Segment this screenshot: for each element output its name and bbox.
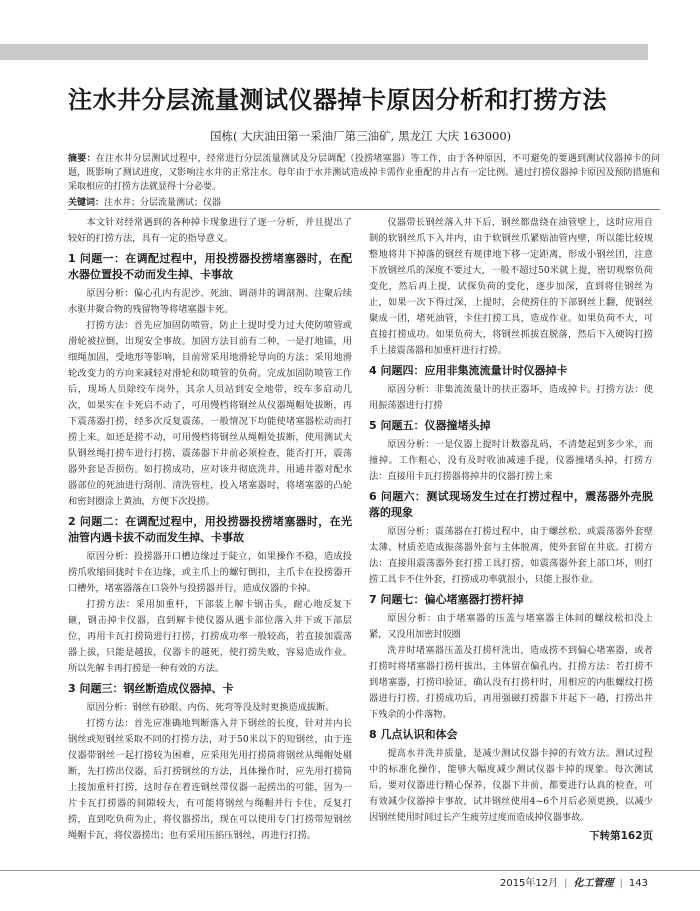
section-heading: 2 问题二：在调配过程中，用投捞器投捞堵塞器时，在光油管内遇卡拔不动而发生掉、卡事故 — [68, 515, 352, 544]
page-footer: 2015年12月 | 化工管理 | 143 — [499, 878, 648, 889]
footer-date: 2015年12月 — [499, 878, 559, 889]
paragraph: 仪器带长钢丝落入井下后，钢丝都盘绕在油管壁上，这时应用自制的软钢丝爪下入井内，由于软钢丝爪紧贴油管内壁，所以能比较规整地将井下掉落的钢丝有规律地下移一定距离，形成小钢丝团，注意下放钢丝爪的深度不要过大，一般不超过50米就上提，密切观察负荷变化，然后再上提，试探负荷的变化，逐步加深，直到将住钢丝为止，如果一次下得过深，上提时，会使捞住的下部钢丝上翻，使钢丝聚成一团，堵死油管，卡住打捞工具，造成作业。如果负荷不大，可直接打捞成功。如果负荷大，将钢丝抓拔直脱落，然后下入硬钩打捞手上接震荡器和加重杆进行打捞。 — [369, 217, 653, 356]
footer-page-number: 143 — [628, 878, 648, 889]
paragraph: 打捞方法：首先应加固防喷管，防止上提时受力过大使防喷管或滑轮被拉倒，出现安全事故。加固方法目前有二种，一是打地锚，用细绳加固，受地形等影响，目前常采用地滑轮导向的方法；采用地滑轮改变力的方向来减轻对滑轮和防喷管的负荷。完成加固防喷管工作后，现场人员除绞车岗外，其余人员站到安全地带，绞车多启动几次，如果实在卡死启不动了，可用慢档将钢丝从仪器绳帽处拔断，再下震荡器打捞，经多次反复震荡，一般情况下均能使堵塞器松动而打捞上来。如还是捞不动，可用慢档将钢丝从绳帽处拔断，使用测试大队钢丝绳打捞车进行打捞，震荡器下井前必须检查，能否打开，震荡器外套是否损伤。如打捞成功，应对该井彻底洗井，用通井器对配水器部位的死油进行刮削、清洗管柱，投入堵塞器时，将堵塞器的凸轮和密封圈涂上黄油，方便下次投捞。 — [68, 320, 352, 507]
right-column — [369, 215, 653, 844]
abstract-text: 在注水井分层测试过程中，经常进行分层流量测试及分层调配（投捞堵塞器）等工作，由于各种原因，不可避免的要遇到测试仪器掉卡的问题，既影响了测试进度，又影响注水井的正常注水。每年由于水井测试造成掉卡需作业重配的井占有一定比例。通过打捞仪器掉卡原因及预防措施和采取相应的打捞方法就显得十分必要。 — [68, 154, 660, 192]
paragraph: 原因分析：钢丝有砂眼、内伤、死弯等没及时更换造成拔断。 — [86, 702, 335, 713]
continued-note: 下转第162页 — [589, 830, 653, 842]
header-bar — [0, 44, 648, 60]
article-title: 注水井分层流量测试仪器掉卡原因分析和打捞方法 — [68, 86, 607, 114]
paragraph: 原因分析：震荡器在打捞过程中，由于螺丝松、或震荡器外套壁太薄、材质差造成振荡器外套与主体脱离，使外套留在井底。打捞方法：直接用震荡器外套打捞工具打捞，如震荡器外套上部口坏，则打捞工具卡不住外套，打捞成功率就很小，只能上报作业。 — [369, 526, 653, 585]
paragraph: 洗井时堵塞器压盖及打捞杆洗出，造成捞不到偏心堵塞器，或者打捞时将堵塞器打捞杆拔出，主体留在偏孔内，打捞方法：若打捞不到堵塞器，打捞印验证，确认没有打捞杆时，用相应的内胀螺纹打捞器进行打捞，打捞成功后，再用强磁打捞器下井起下一趟，打捞出井下残余的小件落物。 — [369, 645, 653, 720]
left-column — [68, 215, 352, 844]
section-heading: 1 问题一：在调配过程中，用投捞器投捞堵塞器时，在配水器位置投不动而发生掉、卡事故 — [68, 252, 352, 281]
section-heading: 3 问题三：钢丝断造成仪器掉、卡 — [68, 682, 234, 695]
paragraph: 打捞方法：首先应准确地判断落入井下钢丝的长度，针对井内长钢丝或短钢丝采取不同的打捞方法，对于50米以下的短钢丝，由于连仪器带钢丝一起打捞较为困难，应采用先用打捞筒将钢丝从绳帽处剔断，先打捞出仪器，后打捞钢丝的方法，具体操作时，应先用打捞筒上接加重杆打捞，这时存在着连钢丝带仪器一起捞出的可能，因为一片卡瓦打捞器的间隙较大，有可能将钢丝与绳帽并行卡住，反复打捞，直到吃负荷为止，将仪器捞出，现在可以使用专门打捞带短钢丝绳帽卡瓦，将仪器捞出；也有采用压掐压钢丝，再进行打捞。 — [68, 718, 352, 841]
section-heading: 5 问题五：仪器撞堵头掉 — [369, 419, 491, 432]
section-heading: 7 问题七：偏心堵塞器打捞杆掉 — [369, 593, 524, 606]
paragraph: 原因分析：由于堵塞器的压盖与堵塞器主体间的螺纹松扣没上紧，又没用加密封胶圈 — [369, 613, 653, 640]
abstract-divider — [68, 209, 660, 210]
paragraph: 本文针对经常遇到的各种掉卡现象进行了逐一分析，并且提出了较好的打捞方法，具有一定的指导意义。 — [68, 217, 352, 244]
paragraph: 打捞方法：采用加重杆，下部装上解卡钢击头，耐心地反复下砸，钢击掉卡仪器，直到解卡使仪器从遇卡部位落入井下或下部层位，再用卡瓦打捞筒进行打捞，打捞成功率一般较高，若直接加震荡器上拔，只能是越拔，仪器卡的越死，使打捞失败，容易造成作业。所以先解卡再打捞是一种有效的方法。 — [68, 599, 352, 674]
paragraph: 提高水井洗井质量，是减少测试仪器卡掉的有效方法。测试过程中的标准化操作，能够大幅度减少测试仪器卡掉的现象。每次测试后，要对仪器进行精心保养，仪器下井前，都要进行认真的检查，可有效减少仪器掉卡事故，试井钢丝使用4~6个月后必须更换，以减少因钢丝使用时间过长产生疲劳过度而造成掉仪器事故。 — [369, 748, 653, 823]
paragraph: 原因分析：一是仪器上提时计数器乱码，不清楚起到多少米，而撞掉。工作粗心，没有及时收油减速手提，仪器撞堵头掉，打捞方法：直接用卡瓦打捞器将掉井的仪器打捞上来 — [369, 439, 653, 482]
keywords — [68, 195, 221, 208]
abstract-label: 摘要： — [68, 154, 96, 164]
footer-magazine: 化工管理 — [573, 878, 614, 889]
section-heading: 8 几点认识和体会 — [369, 728, 458, 741]
abstract — [68, 152, 660, 194]
keywords-text: 注水井；分层流量测试；仪器 — [104, 198, 222, 208]
paragraph: 原因分析：投捞器开口槽边缘过于陡立，如果操作不稳，造成投捞爪收缩回拢时卡在边缘，或主爪上的螺钉倒扣，主爪卡在投捞器开口槽外，堵塞器落在口袋外与投捞器并行，造成仪器的卡掉。 — [68, 551, 352, 594]
paragraph: 原因分析：非集流流量计的扶正器坏，造成掉卡。打捞方法：使用振荡器进行打捞 — [369, 384, 653, 411]
section-heading: 4 问题四：应用非集流流量计时仪器掉卡 — [369, 364, 568, 377]
paragraph: 原因分析：偏心孔内有泥沙、死油、调剖井的调剖剂、注聚后续水驱井聚合物的残留物等将堵塞器卡死。 — [68, 288, 352, 315]
author-line: 国栋( 大庆油田第一采油厂第三油矿, 黑龙江 大庆 163000) — [210, 129, 512, 143]
footer-divider — [0, 870, 700, 871]
section-heading: 6 问题六：测试现场发生过在打捞过程中，震荡器外壳脱落的现象 — [369, 490, 653, 519]
keywords-label: 关键词： — [68, 198, 105, 208]
